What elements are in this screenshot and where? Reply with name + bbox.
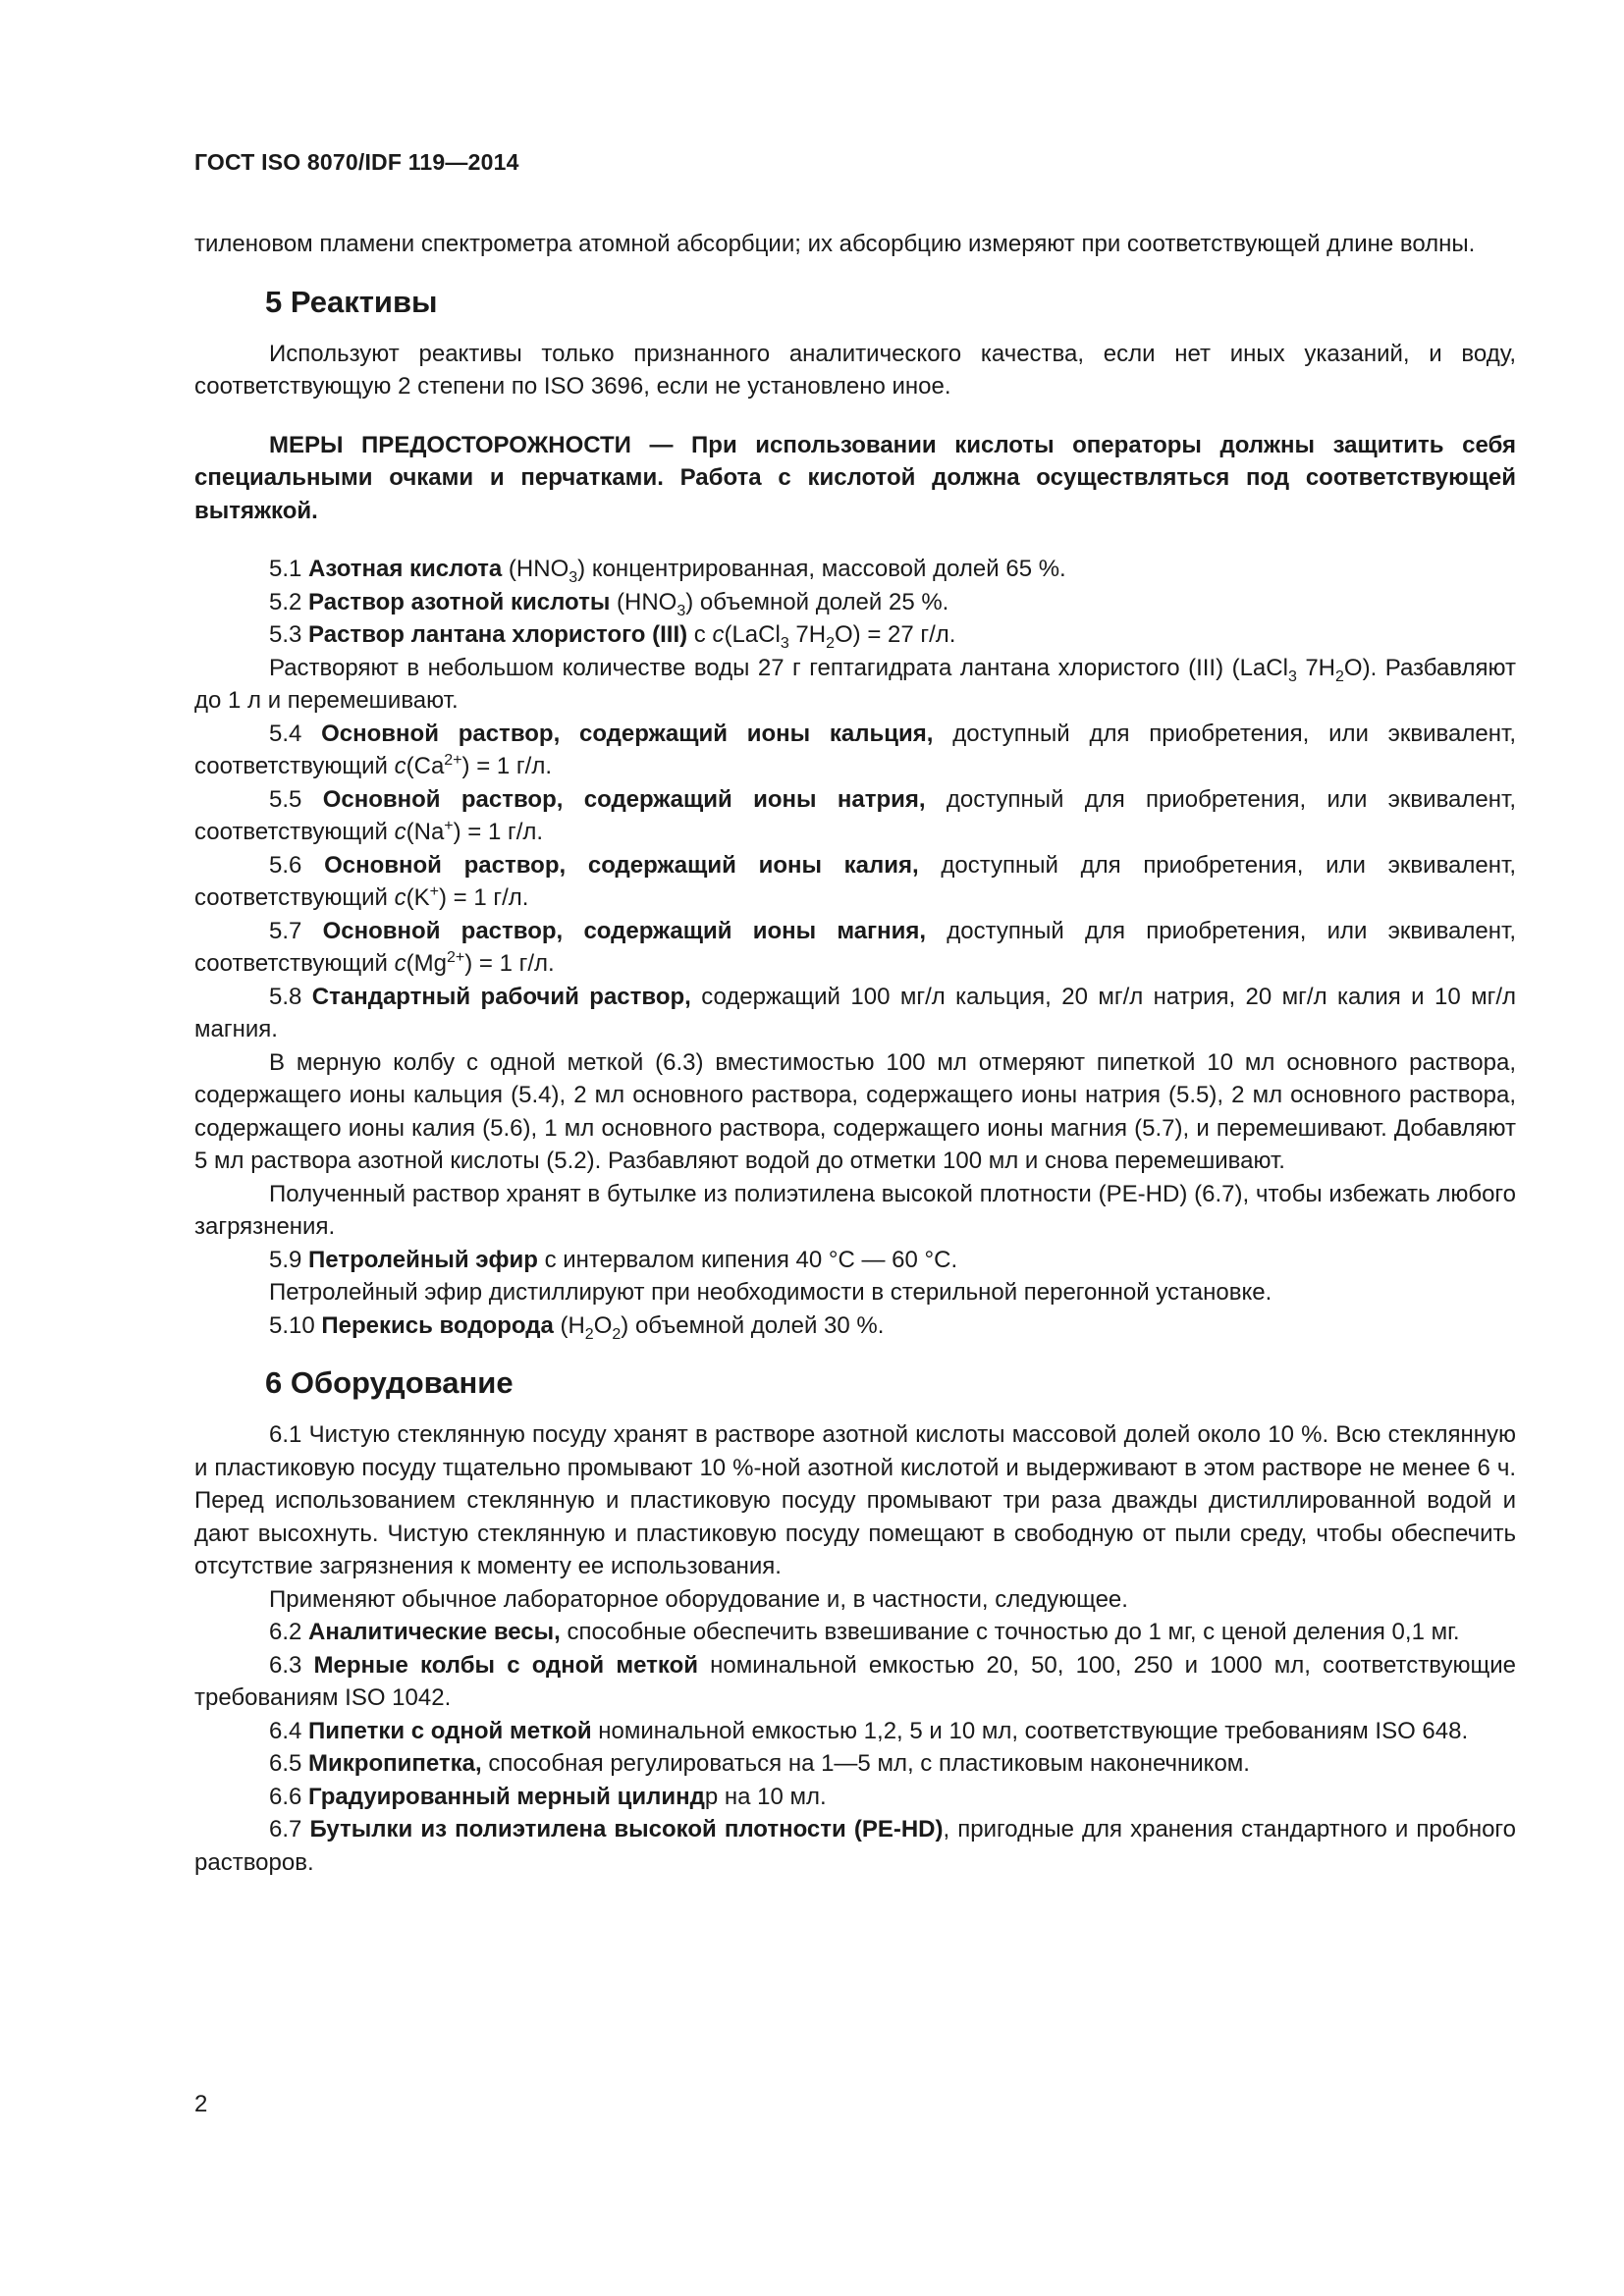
item-6-1-text: Применяют обычное лабораторное оборудование и, в частности, следующее. [269, 1585, 1128, 1613]
item-5-7: 5.7 Основной раствор, содержащий ионы магния, доступный для приобретения, или эквивалент, соответствующий $c(Mg^{2+}) = 1$ г/л. [194, 917, 1517, 977]
item-5-3: 5.3 Раствор лантана хлористого (III) с c(LaCl$_3$ $7H_2O) = 27$ г/л. [269, 621, 956, 652]
item-5-5: 5.5 Основной раствор, содержащий ионы натрия, доступный для приобретения, или эквивалент, соответствующий c(Na+) = 1 г/л. [194, 785, 1517, 845]
item-6-5: 6.5 Микропипетка, способная регулироваться на 1—5 мл, с пластиковым наконечником. [269, 1750, 1250, 1777]
section-6-heading: 6 Оборудование [265, 1365, 514, 1400]
item-5-2: 5.2 Раствор азотной кислоты $(HNO_3)$ объемной долей 25 %. [269, 588, 949, 619]
section-5-heading: 5 Реактивы [265, 284, 438, 319]
item-5-8-storage: Полученный раствор хранят в бутылке из полиэтилена высокой плотности (PE-HD) (6.7), чтобы избежать любого загрязнения. [194, 1180, 1516, 1240]
page-content [194, 228, 1516, 1879]
safety-warning: МЕРЫ ПРЕДОСТОРОЖНОСТИ — При использовании кислоты операторы должны защитить себя специальными очками и перчатками. Работа с кислотой должна осуществляться под соответствующей вытяжкой. [194, 431, 1516, 524]
item-5-6: 5.6 Основной раствор, содержащий ионы калия, доступный для приобретения, или эквивалент, соответствующий c(K+) = 1 г/л. [194, 851, 1516, 911]
item-5-8-preparation: В мерную колбу с одной меткой (6.3) вместимостью 100 мл отмеряют пипеткой 10 мл основного раствора, содержащего ионы кальция (5.4), 2 мл основного раствора, содержащего ионы натрия (5.5), 2 мл основного раствора, содержащего ионы калия (5.6), 1 мл основного раствора, содержащего ионы магния (5.7), и перемешивают. Добавляют 5 мл раствора азотной кислоты (5.2). Разбавляют водой до отметки 100 мл и снова перемешивают. [194, 1048, 1516, 1174]
item-6-2: 6.2 Аналитические весы, способные обеспечить взвешивание с точностью до 1 мг, с ценой деления 0,1 мг. [269, 1619, 1460, 1645]
item-6-3: 6.3 Мерные колбы с одной меткой номинальной емкостью 20, 50, 100, 250 и 1000 мл, соответствующие требованиям ISO 1042. [194, 1651, 1516, 1711]
item-6-4: 6.4 Пипетки с одной меткой номинальной емкостью 1,2, 5 и 10 мл, соответствующие требованиям ISO 648. [269, 1717, 1469, 1744]
section-5-intro: Используют реактивы только признанного аналитического качества, если нет иных указаний, и воду, соответствующую 2 степени по ISO 3696, если не установлено иное. [194, 340, 1516, 400]
intro-paragraph: тиленовом пламени спектрометра атомной абсорбции; их абсорбцию измеряют при соответствующей длине волны. [194, 231, 1476, 257]
item-5-4: 5.4 Основной раствор, содержащий ионы кальция, доступный для приобретения, или эквивалент, соответствующий $c(Ca^{2+}) = 1$ г/л. [194, 720, 1516, 779]
item-5-8: 5.8 Стандартный рабочий раствор, содержащий 100 мг/л кальция, 20 мг/л натрия, 20 мг/л калия и 10 мг/л магния. [194, 983, 1516, 1042]
item-6-1: 6.1 Чистую стеклянную посуду хранят в растворе азотной кислоты массовой долей около 10 %. Всю стеклянную и пластиковую посуду тщательно промывают 10 %-ной азотной кислотой и выдерживают в этом растворе не менее 6 ч. Перед использованием стеклянную и пластиковую посуду промывают три раза дважды дистиллированной водой и дают высохнуть. Чистую стеклянную и пластиковую посуду помещают в свободную от пыли среду, чтобы обеспечить отсутствие загрязнения к моменту ее использования. [194, 1421, 1516, 1579]
item-6-7: 6.7 Бутылки из полиэтилена высокой плотности (PE-HD), пригодные для хранения стандартного и пробного растворов. [194, 1816, 1516, 1876]
page-number: 2 [194, 2091, 208, 2117]
item-6-6: 6.6 Градуированный мерный цилиндр на 10 мл. [269, 1783, 827, 1810]
item-5-9-text: Петролейный эфир дистиллируют при необходимости в стерильной перегонной установке. [269, 1279, 1272, 1306]
document-header: ГОСТ ISO 8070/IDF 119—2014 [194, 149, 519, 175]
item-5-1: 5.1 Азотная кислота $(HNO_3)$ концентрированная, массовой долей 65 %. [269, 556, 1066, 586]
item-5-9: 5.9 Петролейный эфир с интервалом кипения 40 °C — 60 °C. [269, 1246, 958, 1273]
item-5-3-text: Растворяют в небольшом количестве воды 27 г гептагидрата лантана хлористого (III) (LaCl$_3$ $7H_2O$). Разбавляют до 1 л и перемешивают. [194, 654, 1516, 714]
item-5-10: 5.10 Перекись водорода $(H_2O_2)$ объемной долей 30 %. [269, 1311, 885, 1343]
